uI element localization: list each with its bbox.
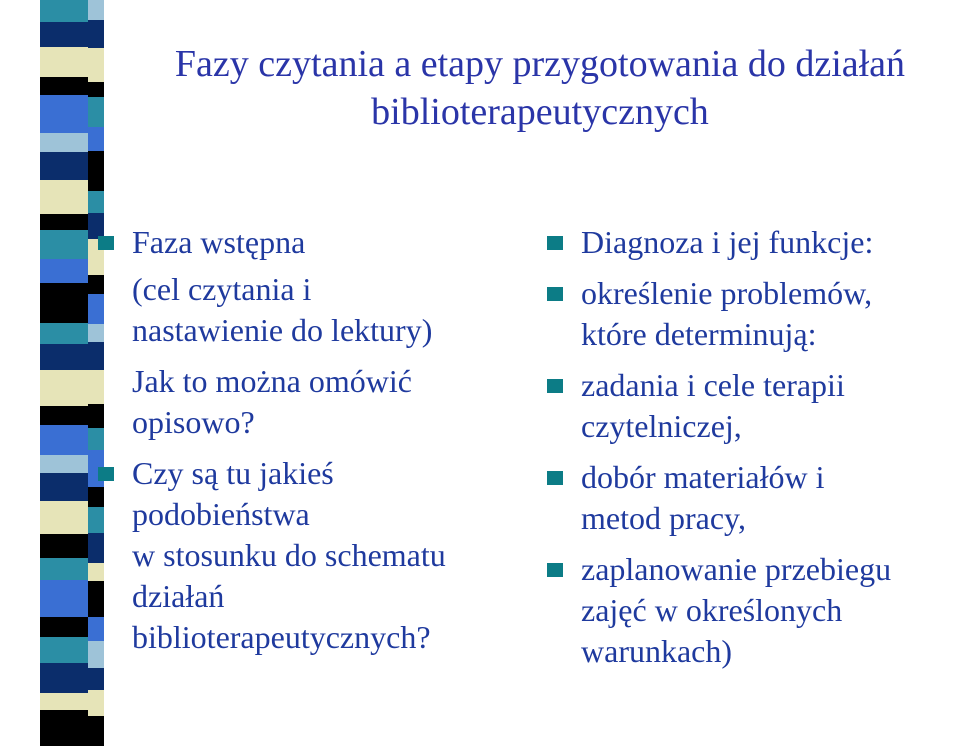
list-item-text: Faza wstępna <box>132 224 306 260</box>
stripe-segment <box>88 0 104 20</box>
stripe-segment <box>40 580 88 618</box>
slide-title: Fazy czytania a etapy przygotowania do działań biblioterapeutycznych <box>174 43 906 133</box>
square-bullet-icon <box>98 467 114 481</box>
stripe-segment <box>40 180 88 214</box>
square-bullet-icon <box>98 236 114 250</box>
stripe-segment <box>88 97 104 127</box>
square-bullet-icon <box>547 287 563 301</box>
list-item <box>547 222 960 263</box>
stripe-segment <box>40 77 88 95</box>
list-item <box>98 361 528 443</box>
stripe-segment <box>88 127 104 151</box>
list-item-text: dobór materiałów i metod pracy, <box>581 459 825 536</box>
stripe-segment <box>40 47 88 77</box>
stripe-segment <box>40 558 88 580</box>
stripe-segment <box>40 22 88 48</box>
square-bullet-icon <box>547 471 563 485</box>
list-item-text: określenie problemów, które determinują: <box>581 275 873 352</box>
list-item <box>547 457 960 539</box>
stripe-segment <box>40 473 88 501</box>
stripe-segment <box>40 133 88 153</box>
stripe-segment <box>40 663 88 693</box>
left-column <box>98 222 528 658</box>
stripe-segment <box>40 370 88 406</box>
list-item <box>98 269 528 351</box>
stripe-segment <box>40 501 88 535</box>
stripe-segment <box>88 151 104 191</box>
list-item <box>547 365 960 447</box>
stripe-segment <box>40 406 88 426</box>
stripe-segment <box>40 323 88 345</box>
stripe-segment <box>40 230 88 260</box>
stripe-segment <box>40 214 88 230</box>
list-item <box>547 549 960 672</box>
stripe-segment <box>40 710 88 746</box>
stripe-segment <box>40 693 88 711</box>
list-item <box>98 222 528 263</box>
stripe-segment <box>40 455 88 473</box>
right-column <box>547 222 960 672</box>
stripe-segment <box>40 259 88 283</box>
square-bullet-icon <box>547 379 563 393</box>
list-item <box>547 273 960 355</box>
stripe-segment <box>40 617 88 637</box>
list-item <box>98 453 528 658</box>
stripe-segment <box>40 0 88 22</box>
stripe-segment <box>88 191 104 213</box>
stripe-segment <box>88 690 104 716</box>
stripe-segment <box>40 344 88 370</box>
stripe-segment <box>40 152 88 180</box>
stripe-segment <box>88 48 104 82</box>
list-item-text: zaplanowanie przebiegu zajęć w określonych warunkach) <box>581 551 892 669</box>
list-item-text: (cel czytania i nastawienie do lektury) <box>132 271 433 348</box>
stripe-segment <box>88 716 104 746</box>
stripe-segment <box>88 82 104 98</box>
stripe-segment <box>88 20 104 48</box>
stripe-segment <box>40 283 88 323</box>
stripe-segment <box>40 637 88 663</box>
square-bullet-icon <box>547 563 563 577</box>
stripe-segment <box>40 425 88 455</box>
square-bullet-icon <box>547 236 563 250</box>
stripe-segment <box>40 95 88 133</box>
stripe-segment <box>88 668 104 690</box>
list-item-text: Diagnoza i jej funkcje: <box>581 224 874 260</box>
list-item-text: Czy są tu jakieś podobieństwa w stosunku do schematu działań biblioterapeutycznych? <box>132 455 446 655</box>
list-item-text: zadania i cele terapii czytelniczej, <box>581 367 845 444</box>
decorative-stripe <box>40 0 88 746</box>
list-item-text: Jak to można omówić opisowo? <box>132 363 412 440</box>
stripe-segment <box>40 534 88 558</box>
